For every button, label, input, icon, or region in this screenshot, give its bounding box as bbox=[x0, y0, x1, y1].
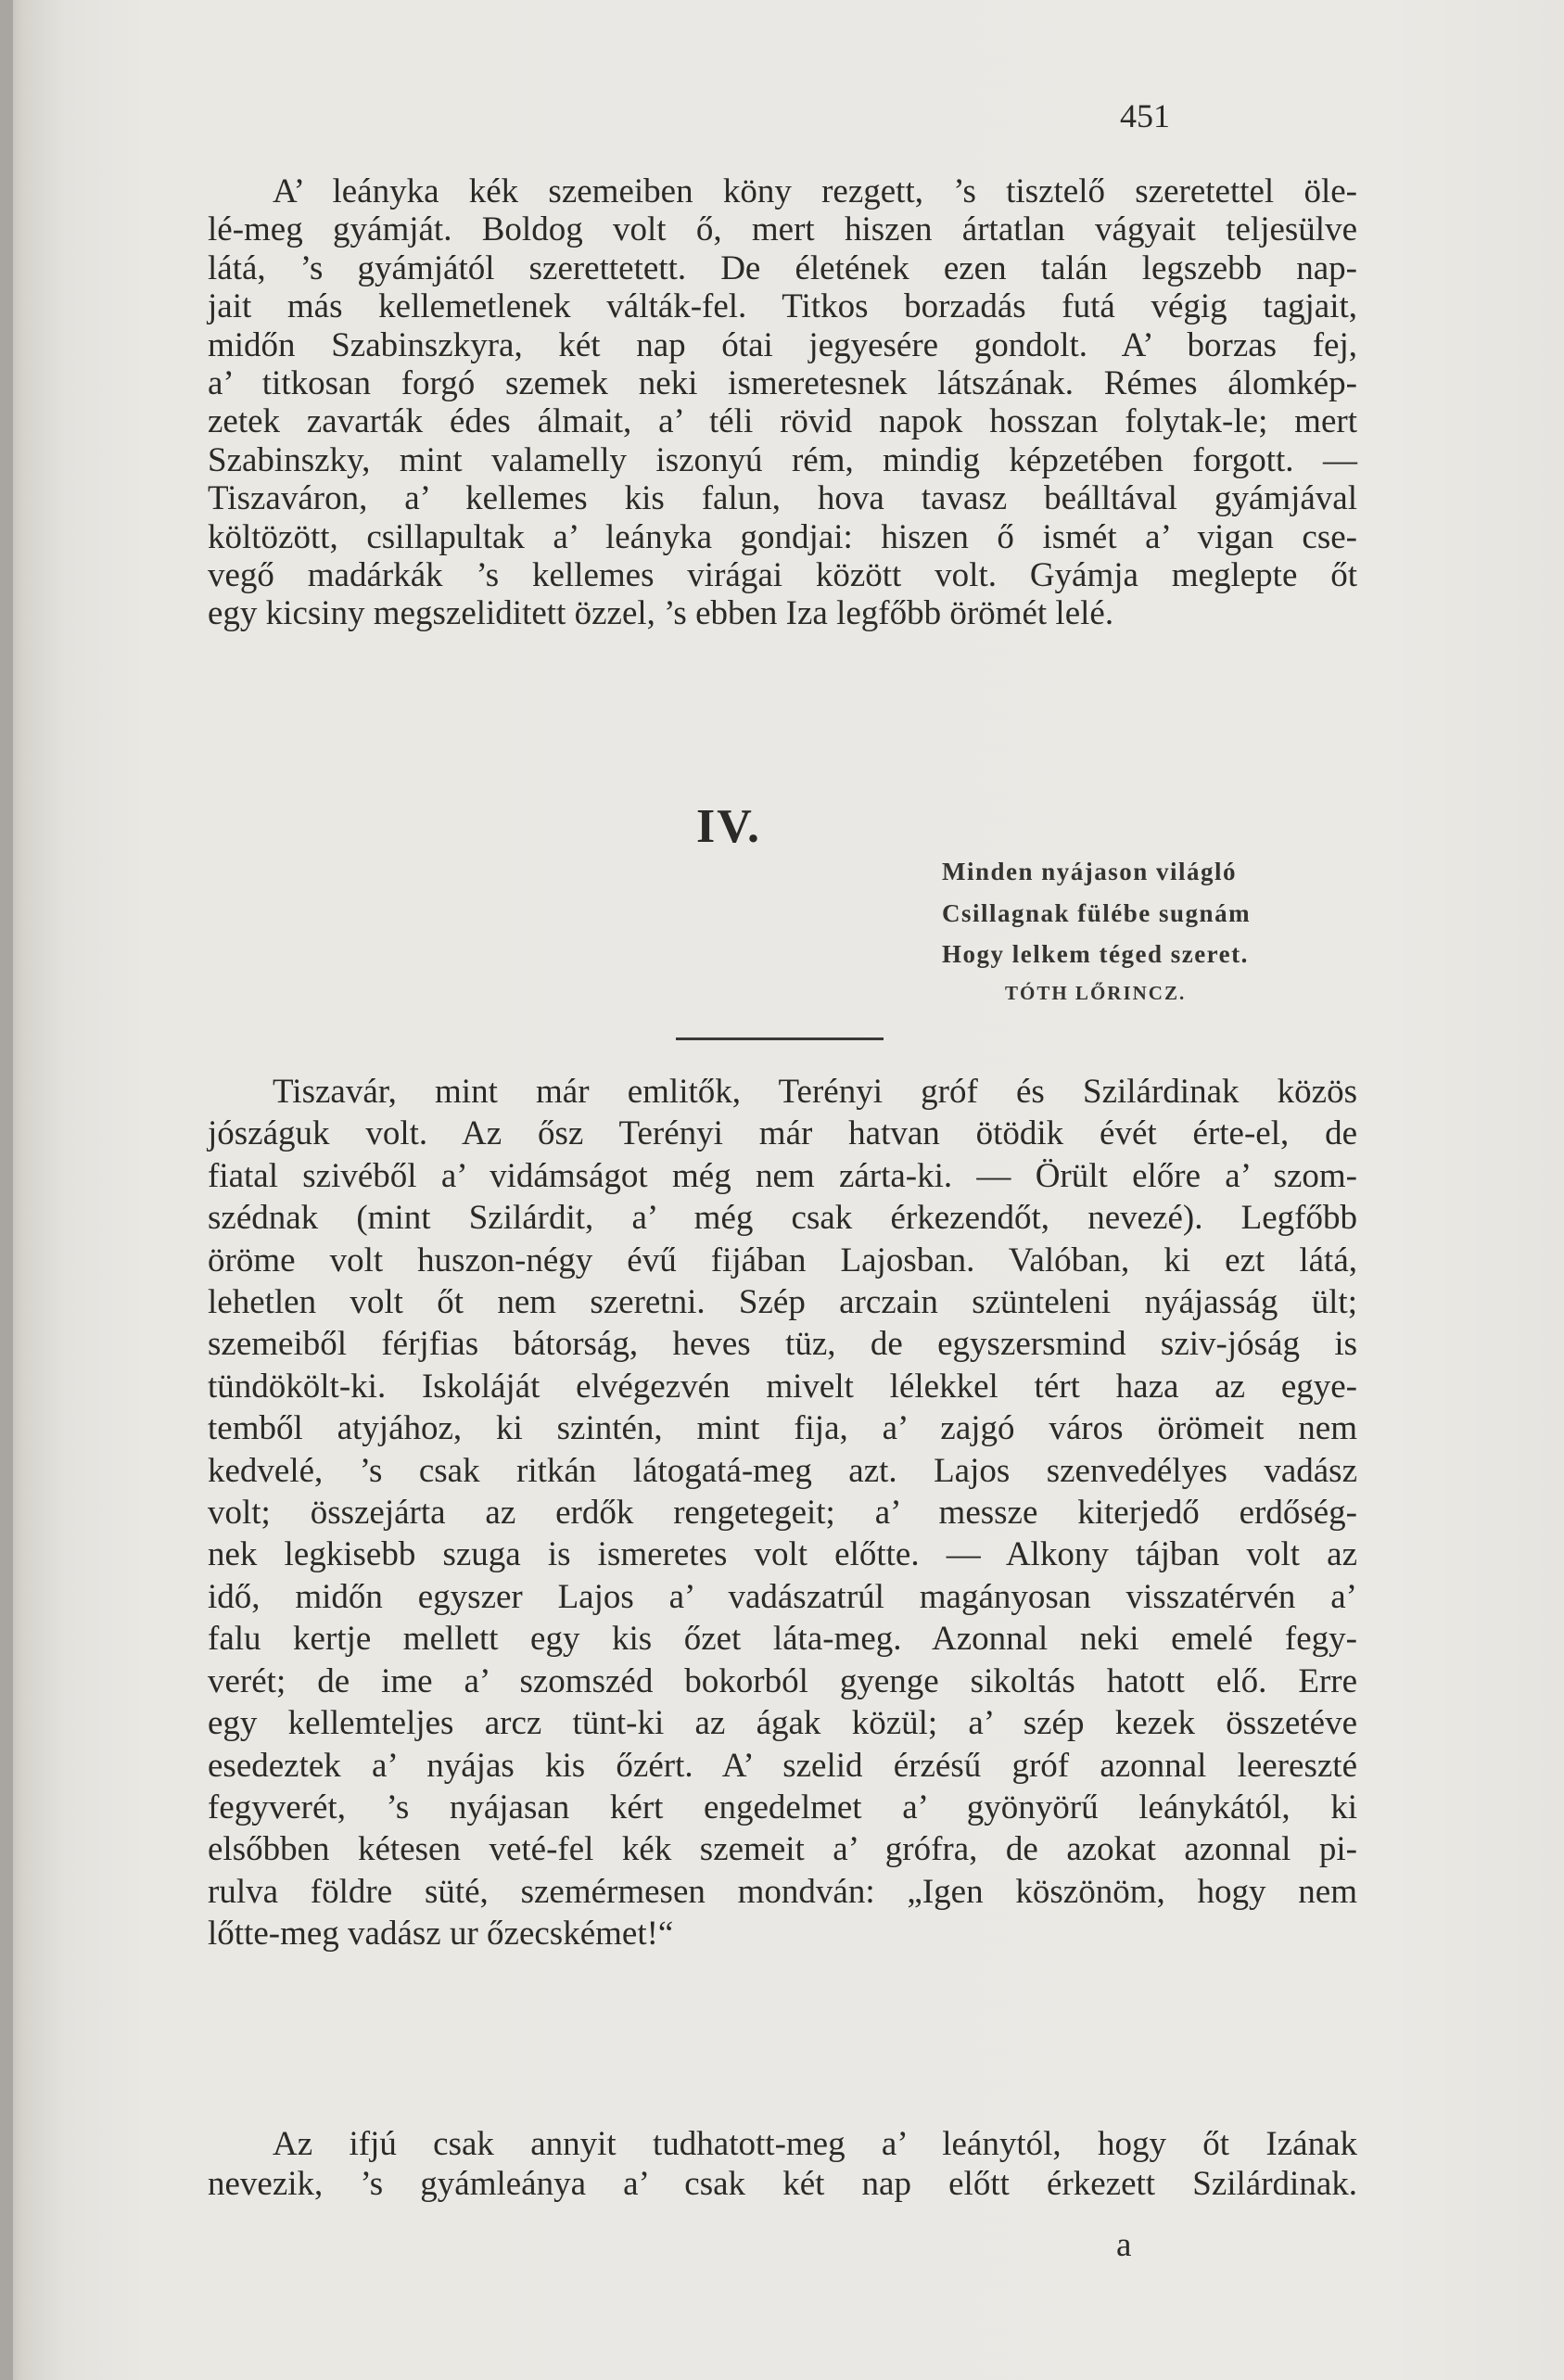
text-line: elsőbben kétesen veté-fel kék szemeit a’ grófra, de azokat azonnal pi- bbox=[208, 1830, 1357, 1869]
catchword: a bbox=[1116, 2226, 1132, 2264]
text-line: idő, midőn egyszer Lajos a’ vadászatrúl magányosan visszatérvén a’ bbox=[208, 1577, 1357, 1616]
motto-author: TÓTH LŐRINCZ. bbox=[1005, 981, 1187, 1004]
text-line: jait más kellemetlenek válták-fel. Titkos borzadás futá végig tagjait, bbox=[208, 287, 1357, 326]
text-line: falu kertje mellett egy kis őzet láta-meg. Azonnal neki emelé fegy- bbox=[208, 1620, 1357, 1659]
text-line: volt; összejárta az erdők rengetegeit; a’ messze kiterjedő erdőség- bbox=[208, 1494, 1357, 1533]
text-line: költözött, csillapultak a’ leányka gondjai: hiszen ő ismét a’ vigan cse- bbox=[208, 517, 1357, 556]
text-line: rulva földre süté, szemérmesen mondván: „Igen köszönöm, hogy nem bbox=[208, 1872, 1357, 1911]
text-line: A’ leányka kék szemeiben köny rezgett, ’s tisztelő szeretettel öle- bbox=[273, 172, 1357, 210]
paragraph-2 bbox=[208, 1071, 1357, 1955]
text-line: fiatal szivéből a’ vidámságot még nem zárta-ki. — Örült előre a’ szom- bbox=[208, 1156, 1357, 1195]
text-line: Tiszavár, mint már emlitők, Terényi gróf és Szilárdinak közös bbox=[273, 1073, 1357, 1111]
chapter-heading: IV. bbox=[695, 800, 762, 853]
text-line: a’ titkosan forgó szemek neki ismeretesnek látszának. Rémes álomkép- bbox=[208, 364, 1357, 403]
text-line: vegő madárkák ’s kellemes virágai között volt. Gyámja meglepte őt bbox=[208, 556, 1357, 595]
text-line: egy kellemteljes arcz tünt-ki az ágak közül; a’ szép kezek összetéve bbox=[208, 1704, 1357, 1743]
motto-line: Csillagnak fülébe sugnám bbox=[942, 898, 1252, 927]
text-line: tündökölt-ki. Iskoláját elvégezvén mivelt lélekkel tért haza az egye- bbox=[208, 1367, 1357, 1406]
text-line: lehetlen volt őt nem szeretni. Szép arczain szünteleni nyájasság ült; bbox=[208, 1283, 1357, 1322]
text-line: Az ifjú csak annyit tudhatott-meg a’ leánytól, hogy őt Izának bbox=[273, 2125, 1357, 2163]
section-divider bbox=[676, 1037, 884, 1040]
text-line: zetek zavarták édes álmait, a’ téli rövid napok hosszan folytak-le; mert bbox=[208, 402, 1357, 441]
text-line: Tiszaváron, a’ kellemes kis falun, hova tavasz beálltával gyámjával bbox=[208, 479, 1357, 518]
text-line: nek legkisebb szuga is ismeretes volt előtte. — Alkony tájban volt az bbox=[208, 1535, 1357, 1574]
motto-line: Minden nyájason világló bbox=[942, 858, 1238, 885]
text-line: öröme volt huszon-négy évű fijában Lajosban. Valóban, ki ezt látá, bbox=[208, 1241, 1357, 1279]
text-line: lé-meg gyámját. Boldog volt ő, mert hiszen ártatlan vágyait teljesülve bbox=[208, 210, 1357, 249]
motto-line: Hogy lelkem téged szeret. bbox=[942, 940, 1249, 968]
text-line: Szabinszky, mint valamelly iszonyú rém, mindig képzetében forgott. — bbox=[208, 440, 1357, 479]
paragraph-3 bbox=[208, 2125, 1357, 2204]
text-line: verét; de ime a’ szomszéd bokorból gyenge sikoltás hatott elő. Erre bbox=[208, 1661, 1357, 1700]
page-number: 451 bbox=[1120, 97, 1170, 134]
text-line: kedvelé, ’s csak ritkán látogatá-meg azt. Lajos szenvedélyes vadász bbox=[208, 1451, 1357, 1490]
text-line: lőtte-meg vadász ur őzecskémet!“ bbox=[208, 1915, 674, 1954]
text-line: jószáguk volt. Az ősz Terényi már hatvan ötödik évét érte-el, de bbox=[208, 1114, 1357, 1153]
paragraph-1 bbox=[208, 172, 1357, 633]
text-line: temből atyjához, ki szintén, mint fija, a’ zajgó város örömeit nem bbox=[208, 1409, 1357, 1448]
text-line: esedeztek a’ nyájas kis őzért. A’ szelid érzésű gróf azonnal leereszté bbox=[208, 1746, 1357, 1785]
text-line: egy kicsiny megszeliditett özzel, ’s ebben Iza legfőbb örömét lelé. bbox=[208, 594, 1114, 633]
text-line: midőn Szabinszkyra, két nap ótai jegyesére gondolt. A’ borzas fej, bbox=[208, 325, 1357, 364]
text-line: szédnak (mint Szilárdit, a’ még csak érkezendőt, nevezé). Legfőbb bbox=[208, 1199, 1357, 1238]
text-line: nevezik, ’s gyámleánya a’ csak két nap előtt érkezett Szilárdinak. bbox=[208, 2164, 1357, 2203]
page-gutter-shadow bbox=[0, 0, 13, 2380]
text-line: szemeiből férjfias bátorság, heves tüz, de egyszersmind sziv-jóság is bbox=[208, 1325, 1357, 1364]
text-line: látá, ’s gyámjától szerettetett. De életének ezen talán legszebb nap- bbox=[208, 248, 1357, 287]
chapter-motto bbox=[942, 858, 1251, 1005]
text-line: fegyverét, ’s nyájasan kért engedelmet a’ gyönyörű leánykától, ki bbox=[208, 1788, 1357, 1826]
